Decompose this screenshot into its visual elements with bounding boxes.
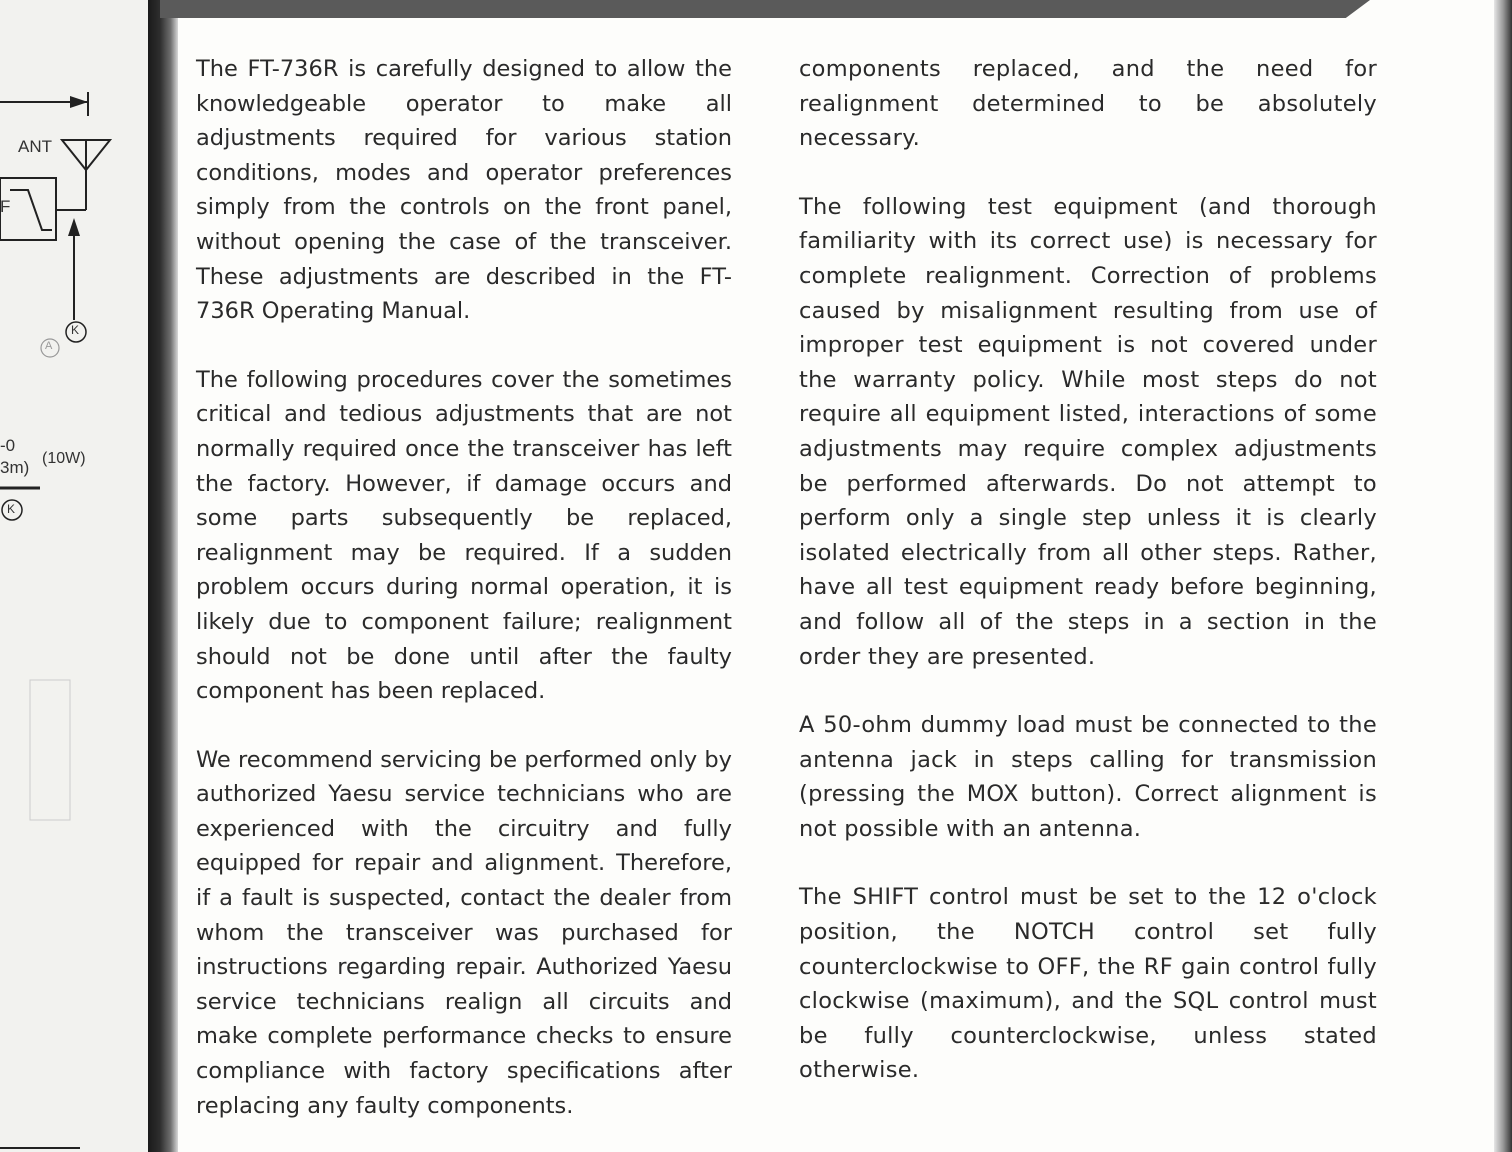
book-spine-shadow xyxy=(148,0,178,1152)
power-label: (10W) xyxy=(42,450,86,467)
level-top-label: -0 xyxy=(0,436,16,455)
previous-page-sliver xyxy=(0,0,151,1152)
right-page-edge xyxy=(1494,0,1512,1152)
block-diagram-fragment xyxy=(0,0,150,1152)
k-label-1: K xyxy=(71,323,80,337)
paragraph: The FT-736R is carefully designed to allow the knowledgeable operator to make all adjustments required for various station conditions, modes and operator preferences simply from the controls on the front panel, without opening the case of the transceiver. These adjustments are described in the FT-736R Operating Manual. xyxy=(196,56,732,325)
right-text-column xyxy=(799,52,1377,1122)
paragraph: components replaced, and the need for realignment determined to be absolutely necessary. xyxy=(799,56,1377,152)
top-header-band xyxy=(160,0,1370,18)
paragraph: The SHIFT control must be set to the 12 o'clock position, the NOTCH control set fully counterclockwise to OFF, the RF gain control fully clockwise (maximum), and the SQL control must be fully counterclockwise, unless stated otherwise. xyxy=(799,884,1377,1084)
a-label: A xyxy=(45,340,53,352)
left-text-column xyxy=(196,52,732,1152)
ant-label: ANT xyxy=(18,137,52,156)
paragraph: We recommend servicing be performed only by authorized Yaesu service technicians who are experienced with the circuitry and fully equipped for repair and alignment. Therefore, if a fault is suspected, contact the dealer from whom the transceiver was purchased for instructions regarding repair. Authorized Yaesu service technicians realign all circuits and make complete performance checks to ensure compliance with factory specifications after replacing any faulty components. xyxy=(196,746,732,1119)
paragraph: The following procedures cover the sometimes critical and tedious adjustments that are not normally required once the transceiver has left the factory. However, if damage occurs and some parts subsequently be replaced, realignment may be required. If a sudden problem occurs during normal operation, it is likely due to component failure; realignment should not be done until after the faulty component has been replaced. xyxy=(196,366,732,705)
level-bottom-label: 3m) xyxy=(0,458,30,477)
f-label: F xyxy=(0,197,11,216)
paragraph: A 50-ohm dummy load must be connected to the antenna jack in steps calling for transmission (pressing the MOX button). Correct alignment is not possible with an antenna. xyxy=(799,712,1377,842)
k-label-2: K xyxy=(7,502,16,516)
paragraph: The following test equipment (and thorough familiarity with its correct use) is necessary for complete realignment. Correction of problems caused by misalignment resulting from use of improper test equipment is not covered under the warranty policy. While most steps do not require all equipment listed, interactions of some adjustments may require complex adjustments be performed afterwards. Do not attempt to perform only a single step unless it is clearly isolated electrically from all other steps. Rather, have all test equipment ready before beginning, and follow all of the steps in a section in the order they are presented. xyxy=(799,193,1377,670)
